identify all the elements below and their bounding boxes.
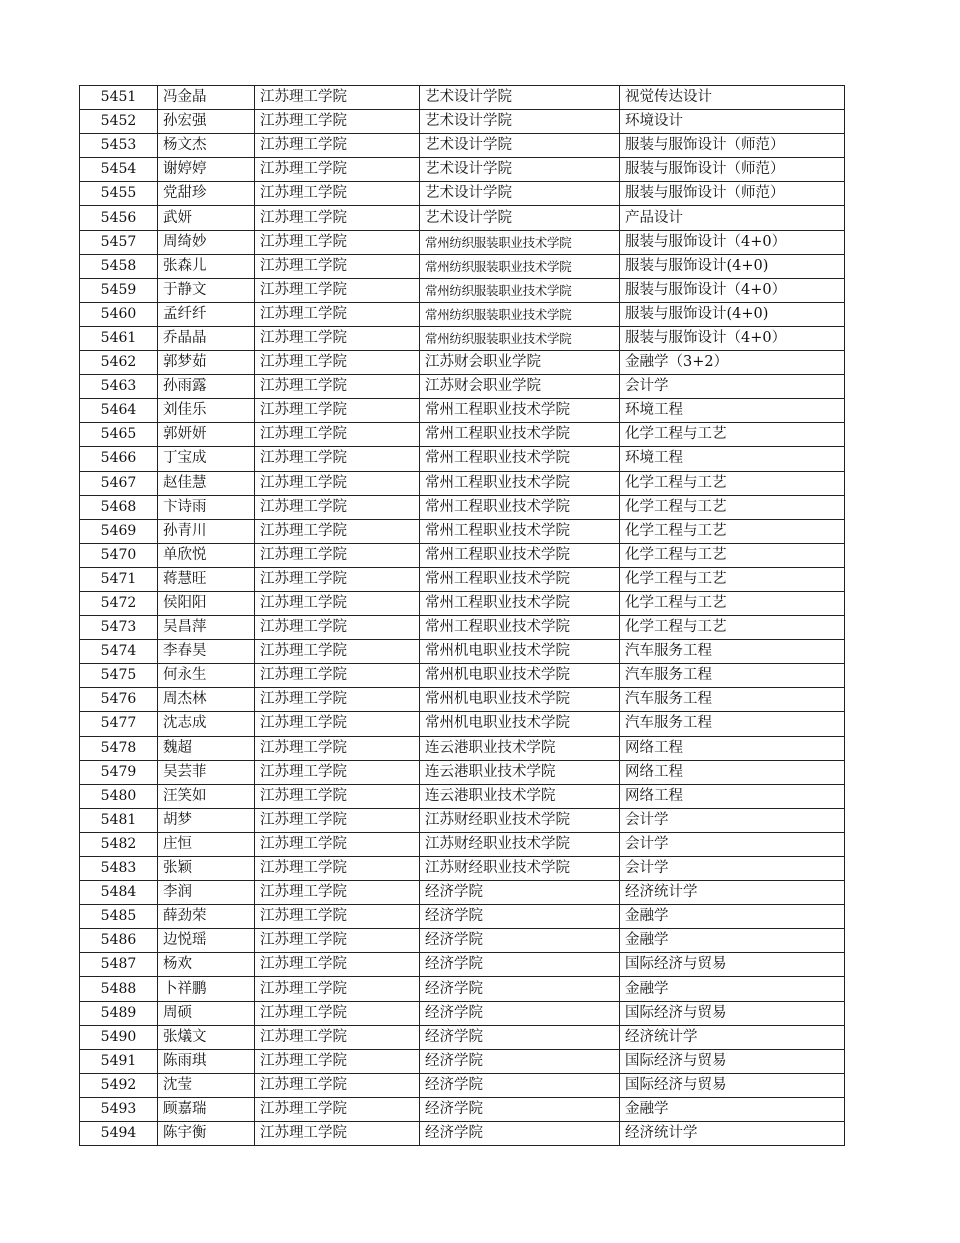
- college-name: 常州工程职业技术学院: [420, 519, 620, 543]
- table-row: [80, 977, 845, 1001]
- school-name: 江苏理工学院: [255, 134, 420, 158]
- major-name: 会计学: [620, 808, 845, 832]
- major-name: 服装与服饰设计(4+0): [620, 302, 845, 326]
- roster-table: [79, 85, 845, 1146]
- college-name: 经济学院: [420, 1097, 620, 1121]
- row-number: 5473: [80, 616, 158, 640]
- major-name: 化学工程与工艺: [620, 591, 845, 615]
- major-name: 国际经济与贸易: [620, 953, 845, 977]
- row-number: 5483: [80, 857, 158, 881]
- table-row: [80, 567, 845, 591]
- school-name: 江苏理工学院: [255, 158, 420, 182]
- major-name: 服装与服饰设计（4+0）: [620, 230, 845, 254]
- college-name: 常州纺织服装职业技术学院: [420, 278, 620, 302]
- student-name: 吴昌萍: [158, 616, 255, 640]
- major-name: 化学工程与工艺: [620, 616, 845, 640]
- school-name: 江苏理工学院: [255, 1001, 420, 1025]
- school-name: 江苏理工学院: [255, 1025, 420, 1049]
- college-name: 常州机电职业技术学院: [420, 664, 620, 688]
- row-number: 5476: [80, 688, 158, 712]
- row-number: 5488: [80, 977, 158, 1001]
- table-row: [80, 471, 845, 495]
- student-name: 陈雨琪: [158, 1049, 255, 1073]
- table-row: [80, 1097, 845, 1121]
- major-name: 经济统计学: [620, 881, 845, 905]
- school-name: 江苏理工学院: [255, 519, 420, 543]
- row-number: 5492: [80, 1073, 158, 1097]
- school-name: 江苏理工学院: [255, 591, 420, 615]
- row-number: 5455: [80, 182, 158, 206]
- student-name: 赵佳慧: [158, 471, 255, 495]
- school-name: 江苏理工学院: [255, 832, 420, 856]
- student-name: 张颖: [158, 857, 255, 881]
- table-row: [80, 784, 845, 808]
- major-name: 会计学: [620, 375, 845, 399]
- table-row: [80, 134, 845, 158]
- row-number: 5467: [80, 471, 158, 495]
- major-name: 化学工程与工艺: [620, 495, 845, 519]
- table-row: [80, 278, 845, 302]
- college-name: 常州工程职业技术学院: [420, 423, 620, 447]
- student-name: 乔晶晶: [158, 326, 255, 350]
- table-row: [80, 351, 845, 375]
- college-name: 江苏财经职业技术学院: [420, 857, 620, 881]
- table-row: [80, 495, 845, 519]
- school-name: 江苏理工学院: [255, 230, 420, 254]
- major-name: 汽车服务工程: [620, 688, 845, 712]
- table-row: [80, 736, 845, 760]
- college-name: 江苏财经职业技术学院: [420, 808, 620, 832]
- college-name: 经济学院: [420, 953, 620, 977]
- row-number: 5470: [80, 543, 158, 567]
- row-number: 5472: [80, 591, 158, 615]
- row-number: 5493: [80, 1097, 158, 1121]
- row-number: 5460: [80, 302, 158, 326]
- school-name: 江苏理工学院: [255, 543, 420, 567]
- college-name: 常州工程职业技术学院: [420, 591, 620, 615]
- school-name: 江苏理工学院: [255, 1049, 420, 1073]
- table-row: [80, 832, 845, 856]
- table-row: [80, 712, 845, 736]
- table-row: [80, 591, 845, 615]
- table-row: [80, 1025, 845, 1049]
- college-name: 常州工程职业技术学院: [420, 567, 620, 591]
- school-name: 江苏理工学院: [255, 712, 420, 736]
- student-name: 孟纤纤: [158, 302, 255, 326]
- table-row: [80, 326, 845, 350]
- row-number: 5487: [80, 953, 158, 977]
- row-number: 5465: [80, 423, 158, 447]
- row-number: 5474: [80, 640, 158, 664]
- table-row: [80, 640, 845, 664]
- table-row: [80, 375, 845, 399]
- school-name: 江苏理工学院: [255, 423, 420, 447]
- table-row: [80, 110, 845, 134]
- student-name: 周绮妙: [158, 230, 255, 254]
- major-name: 国际经济与贸易: [620, 1001, 845, 1025]
- table-row: [80, 543, 845, 567]
- student-name: 边悦瑶: [158, 929, 255, 953]
- row-number: 5490: [80, 1025, 158, 1049]
- school-name: 江苏理工学院: [255, 326, 420, 350]
- major-name: 会计学: [620, 857, 845, 881]
- major-name: 化学工程与工艺: [620, 519, 845, 543]
- school-name: 江苏理工学院: [255, 857, 420, 881]
- college-name: 连云港职业技术学院: [420, 784, 620, 808]
- student-name: 丁宝成: [158, 447, 255, 471]
- row-number: 5478: [80, 736, 158, 760]
- row-number: 5469: [80, 519, 158, 543]
- row-number: 5466: [80, 447, 158, 471]
- row-number: 5482: [80, 832, 158, 856]
- row-number: 5452: [80, 110, 158, 134]
- row-number: 5457: [80, 230, 158, 254]
- school-name: 江苏理工学院: [255, 664, 420, 688]
- major-name: 化学工程与工艺: [620, 543, 845, 567]
- school-name: 江苏理工学院: [255, 495, 420, 519]
- major-name: 化学工程与工艺: [620, 423, 845, 447]
- college-name: 常州纺织服装职业技术学院: [420, 302, 620, 326]
- row-number: 5451: [80, 86, 158, 110]
- major-name: 环境工程: [620, 399, 845, 423]
- college-name: 常州工程职业技术学院: [420, 543, 620, 567]
- student-name: 于静文: [158, 278, 255, 302]
- student-name: 卞诗雨: [158, 495, 255, 519]
- student-name: 汪笑如: [158, 784, 255, 808]
- student-name: 杨欢: [158, 953, 255, 977]
- student-name: 郭妍妍: [158, 423, 255, 447]
- row-number: 5491: [80, 1049, 158, 1073]
- table-row: [80, 206, 845, 230]
- college-name: 常州机电职业技术学院: [420, 640, 620, 664]
- college-name: 常州机电职业技术学院: [420, 688, 620, 712]
- school-name: 江苏理工学院: [255, 567, 420, 591]
- row-number: 5486: [80, 929, 158, 953]
- student-name: 单欣悦: [158, 543, 255, 567]
- school-name: 江苏理工学院: [255, 206, 420, 230]
- student-name: 魏超: [158, 736, 255, 760]
- school-name: 江苏理工学院: [255, 351, 420, 375]
- row-number: 5456: [80, 206, 158, 230]
- table-row: [80, 688, 845, 712]
- table-row: [80, 1073, 845, 1097]
- major-name: 服装与服饰设计（师范）: [620, 182, 845, 206]
- college-name: 经济学院: [420, 929, 620, 953]
- row-number: 5464: [80, 399, 158, 423]
- row-number: 5480: [80, 784, 158, 808]
- table-row: [80, 664, 845, 688]
- student-name: 沈莹: [158, 1073, 255, 1097]
- table-row: [80, 953, 845, 977]
- college-name: 连云港职业技术学院: [420, 760, 620, 784]
- college-name: 经济学院: [420, 1025, 620, 1049]
- major-name: 视觉传达设计: [620, 86, 845, 110]
- row-number: 5468: [80, 495, 158, 519]
- table-row: [80, 182, 845, 206]
- school-name: 江苏理工学院: [255, 375, 420, 399]
- school-name: 江苏理工学院: [255, 760, 420, 784]
- major-name: 服装与服饰设计（4+0）: [620, 278, 845, 302]
- major-name: 网络工程: [620, 784, 845, 808]
- college-name: 艺术设计学院: [420, 182, 620, 206]
- school-name: 江苏理工学院: [255, 1097, 420, 1121]
- school-name: 江苏理工学院: [255, 640, 420, 664]
- major-name: 网络工程: [620, 760, 845, 784]
- school-name: 江苏理工学院: [255, 471, 420, 495]
- college-name: 艺术设计学院: [420, 86, 620, 110]
- row-number: 5453: [80, 134, 158, 158]
- major-name: 经济统计学: [620, 1025, 845, 1049]
- row-number: 5494: [80, 1122, 158, 1146]
- major-name: 服装与服饰设计（师范）: [620, 134, 845, 158]
- table-row: [80, 1122, 845, 1146]
- college-name: 常州纺织服装职业技术学院: [420, 230, 620, 254]
- major-name: 国际经济与贸易: [620, 1049, 845, 1073]
- row-number: 5463: [80, 375, 158, 399]
- student-name: 周硕: [158, 1001, 255, 1025]
- school-name: 江苏理工学院: [255, 399, 420, 423]
- row-number: 5479: [80, 760, 158, 784]
- college-name: 经济学院: [420, 977, 620, 1001]
- school-name: 江苏理工学院: [255, 977, 420, 1001]
- table-row: [80, 929, 845, 953]
- major-name: 汽车服务工程: [620, 640, 845, 664]
- college-name: 经济学院: [420, 881, 620, 905]
- college-name: 常州工程职业技术学院: [420, 616, 620, 640]
- student-name: 胡梦: [158, 808, 255, 832]
- student-name: 周杰林: [158, 688, 255, 712]
- student-name: 孙宏强: [158, 110, 255, 134]
- student-name: 侯阳阳: [158, 591, 255, 615]
- major-name: 汽车服务工程: [620, 664, 845, 688]
- student-name: 冯金晶: [158, 86, 255, 110]
- student-name: 沈志成: [158, 712, 255, 736]
- school-name: 江苏理工学院: [255, 953, 420, 977]
- row-number: 5485: [80, 905, 158, 929]
- student-name: 党甜珍: [158, 182, 255, 206]
- major-name: 产品设计: [620, 206, 845, 230]
- school-name: 江苏理工学院: [255, 784, 420, 808]
- major-name: 服装与服饰设计（4+0）: [620, 326, 845, 350]
- student-name: 卜祥鹏: [158, 977, 255, 1001]
- major-name: 会计学: [620, 832, 845, 856]
- major-name: 金融学: [620, 929, 845, 953]
- student-name: 孙雨露: [158, 375, 255, 399]
- school-name: 江苏理工学院: [255, 278, 420, 302]
- major-name: 金融学: [620, 1097, 845, 1121]
- school-name: 江苏理工学院: [255, 110, 420, 134]
- student-name: 李润: [158, 881, 255, 905]
- student-name: 谢婷婷: [158, 158, 255, 182]
- college-name: 经济学院: [420, 1049, 620, 1073]
- table-row: [80, 158, 845, 182]
- college-name: 常州工程职业技术学院: [420, 495, 620, 519]
- row-number: 5484: [80, 881, 158, 905]
- school-name: 江苏理工学院: [255, 1122, 420, 1146]
- major-name: 金融学（3+2）: [620, 351, 845, 375]
- table-row: [80, 857, 845, 881]
- student-name: 武妍: [158, 206, 255, 230]
- table-row: [80, 905, 845, 929]
- student-name: 庄恒: [158, 832, 255, 856]
- college-name: 江苏财会职业学院: [420, 351, 620, 375]
- college-name: 常州机电职业技术学院: [420, 712, 620, 736]
- student-name: 顾嘉瑞: [158, 1097, 255, 1121]
- row-number: 5454: [80, 158, 158, 182]
- major-name: 服装与服饰设计(4+0): [620, 254, 845, 278]
- student-name: 杨文杰: [158, 134, 255, 158]
- student-name: 薛劲荣: [158, 905, 255, 929]
- college-name: 经济学院: [420, 1073, 620, 1097]
- table-row: [80, 881, 845, 905]
- college-name: 艺术设计学院: [420, 158, 620, 182]
- school-name: 江苏理工学院: [255, 1073, 420, 1097]
- table-row: [80, 1049, 845, 1073]
- school-name: 江苏理工学院: [255, 254, 420, 278]
- roster-table-body: [80, 86, 845, 1146]
- table-row: [80, 230, 845, 254]
- table-row: [80, 423, 845, 447]
- major-name: 经济统计学: [620, 1122, 845, 1146]
- table-row: [80, 254, 845, 278]
- major-name: 汽车服务工程: [620, 712, 845, 736]
- major-name: 金融学: [620, 977, 845, 1001]
- college-name: 江苏财经职业技术学院: [420, 832, 620, 856]
- student-name: 何永生: [158, 664, 255, 688]
- college-name: 经济学院: [420, 905, 620, 929]
- row-number: 5461: [80, 326, 158, 350]
- college-name: 常州纺织服装职业技术学院: [420, 254, 620, 278]
- major-name: 环境设计: [620, 110, 845, 134]
- student-name: 孙青川: [158, 519, 255, 543]
- major-name: 环境工程: [620, 447, 845, 471]
- row-number: 5471: [80, 567, 158, 591]
- college-name: 艺术设计学院: [420, 110, 620, 134]
- school-name: 江苏理工学院: [255, 182, 420, 206]
- school-name: 江苏理工学院: [255, 302, 420, 326]
- school-name: 江苏理工学院: [255, 929, 420, 953]
- college-name: 经济学院: [420, 1122, 620, 1146]
- table-row: [80, 1001, 845, 1025]
- table-row: [80, 447, 845, 471]
- table-row: [80, 302, 845, 326]
- student-name: 吴芸菲: [158, 760, 255, 784]
- college-name: 经济学院: [420, 1001, 620, 1025]
- row-number: 5462: [80, 351, 158, 375]
- school-name: 江苏理工学院: [255, 86, 420, 110]
- school-name: 江苏理工学院: [255, 808, 420, 832]
- student-name: 张森儿: [158, 254, 255, 278]
- college-name: 常州纺织服装职业技术学院: [420, 326, 620, 350]
- school-name: 江苏理工学院: [255, 447, 420, 471]
- student-name: 陈宇衡: [158, 1122, 255, 1146]
- college-name: 常州工程职业技术学院: [420, 471, 620, 495]
- table-row: [80, 808, 845, 832]
- row-number: 5477: [80, 712, 158, 736]
- row-number: 5475: [80, 664, 158, 688]
- school-name: 江苏理工学院: [255, 688, 420, 712]
- school-name: 江苏理工学院: [255, 905, 420, 929]
- college-name: 江苏财会职业学院: [420, 375, 620, 399]
- major-name: 网络工程: [620, 736, 845, 760]
- table-row: [80, 399, 845, 423]
- student-name: 刘佳乐: [158, 399, 255, 423]
- row-number: 5489: [80, 1001, 158, 1025]
- table-row: [80, 760, 845, 784]
- college-name: 艺术设计学院: [420, 206, 620, 230]
- major-name: 国际经济与贸易: [620, 1073, 845, 1097]
- major-name: 化学工程与工艺: [620, 471, 845, 495]
- table-row: [80, 519, 845, 543]
- college-name: 常州工程职业技术学院: [420, 399, 620, 423]
- major-name: 服装与服饰设计（师范）: [620, 158, 845, 182]
- college-name: 常州工程职业技术学院: [420, 447, 620, 471]
- row-number: 5458: [80, 254, 158, 278]
- school-name: 江苏理工学院: [255, 616, 420, 640]
- major-name: 金融学: [620, 905, 845, 929]
- student-name: 李春昊: [158, 640, 255, 664]
- table-row: [80, 616, 845, 640]
- school-name: 江苏理工学院: [255, 736, 420, 760]
- row-number: 5459: [80, 278, 158, 302]
- school-name: 江苏理工学院: [255, 881, 420, 905]
- student-name: 蒋慧旺: [158, 567, 255, 591]
- student-name: 张燨文: [158, 1025, 255, 1049]
- table-row: [80, 86, 845, 110]
- college-name: 艺术设计学院: [420, 134, 620, 158]
- major-name: 化学工程与工艺: [620, 567, 845, 591]
- student-name: 郭梦茹: [158, 351, 255, 375]
- row-number: 5481: [80, 808, 158, 832]
- college-name: 连云港职业技术学院: [420, 736, 620, 760]
